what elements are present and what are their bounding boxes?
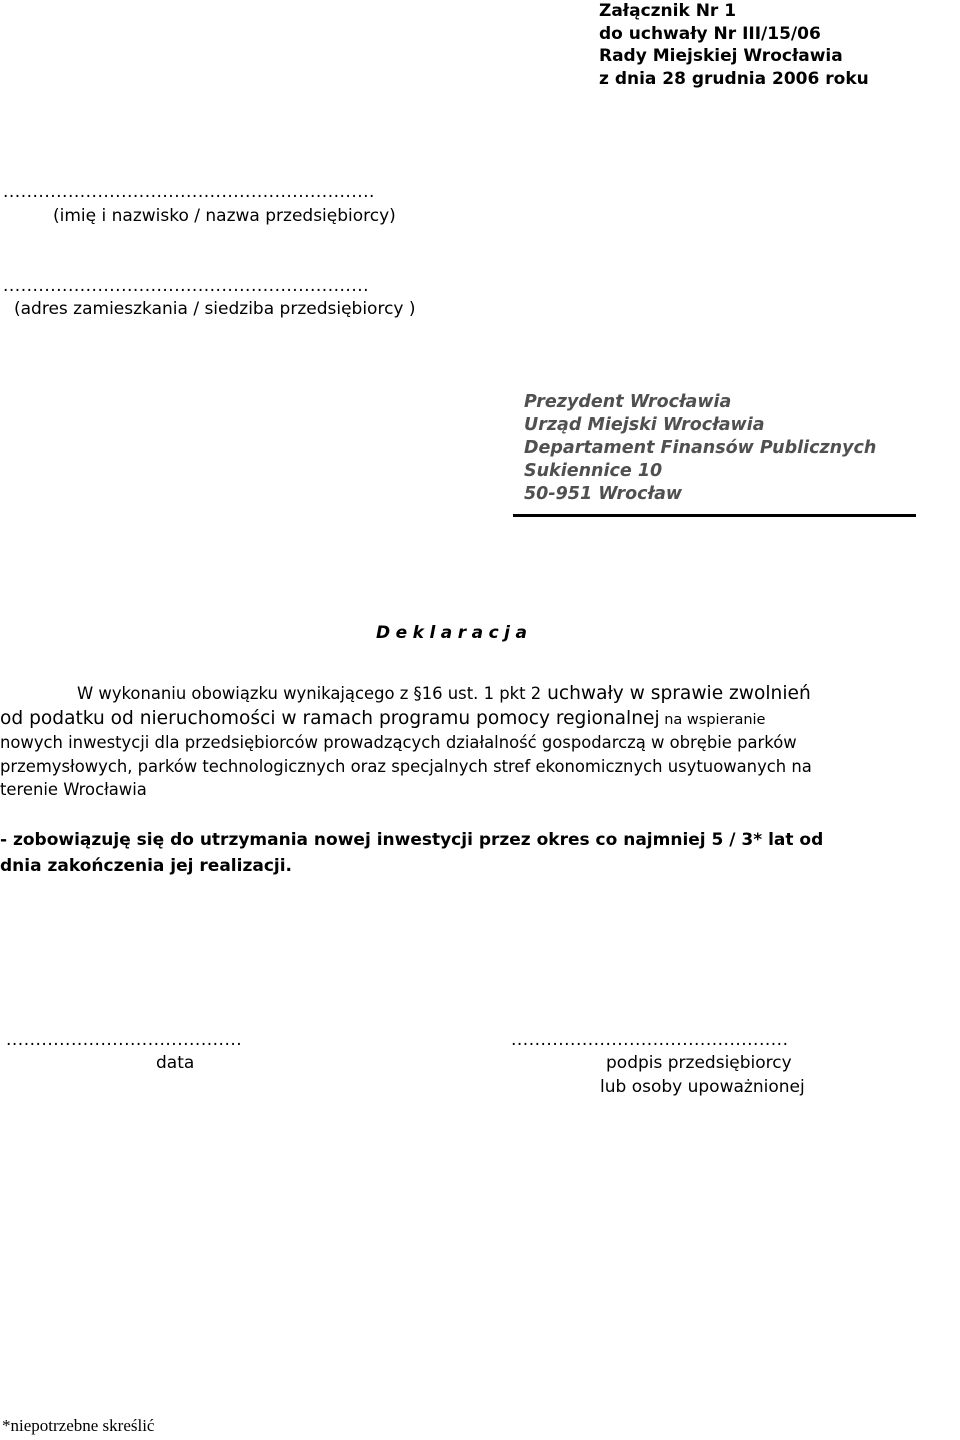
date-label: data	[156, 1053, 195, 1073]
paragraph-line-5: terenie Wrocławia	[0, 780, 147, 799]
addressee-president: Prezydent Wrocławia	[524, 392, 732, 412]
addressee-city: 50-951 Wrocław	[524, 484, 683, 504]
paragraph-line-3: nowych inwestycji dla przedsiębiorców prowadzących działalność gospodarczą w obrębie parków	[0, 733, 797, 752]
paragraph-line-4: przemysłowych, parków technologicznych oraz specjalnych stref ekonomicznych usytuowanych na	[0, 757, 812, 776]
signature-field[interactable]: ...............................................	[511, 1030, 789, 1050]
annex-resolution: do uchwały Nr III/15/06	[599, 23, 821, 44]
paragraph-line-1-part-b: uchwały w sprawie zwolnień	[541, 683, 811, 704]
addressee-block	[524, 391, 876, 506]
annex-number: Załącznik Nr 1	[599, 1, 737, 21]
applicant-name-field[interactable]: ...............................................................	[3, 182, 375, 202]
annex-reference	[599, 0, 869, 90]
addressee-underline	[513, 514, 916, 517]
annex-date: z dnia 28 grudnia 2006 roku	[599, 68, 869, 89]
signature-label-authorized: lub osoby upoważnionej	[600, 1077, 805, 1097]
addressee-department: Departament Finansów Publicznych	[524, 438, 877, 458]
applicant-address-caption: (adres zamieszkania / siedziba przedsiębiorcy )	[14, 299, 416, 319]
footnote: *niepotrzebne skreślić	[2, 1416, 155, 1435]
paragraph-line-2-part-b: na wspieranie	[659, 712, 766, 728]
paragraph-line-1	[77, 683, 811, 705]
paragraph-line-1-part-a: W wykonaniu obowiązku wynikającego z §16 ust. 1 pkt 2	[77, 684, 542, 703]
document-title: Deklaracja	[376, 623, 533, 643]
declaration-line-2: dnia zakończenia jej realizacji.	[0, 856, 293, 876]
addressee-office: Urząd Miejski Wrocławia	[524, 415, 765, 435]
annex-council: Rady Miejskiej Wrocławia	[599, 46, 843, 66]
paragraph-line-2	[0, 708, 765, 731]
addressee-street: Sukiennice 10	[524, 461, 663, 481]
applicant-address-field[interactable]: ..............................................................	[3, 276, 370, 296]
applicant-name-caption: (imię i nazwisko / nazwa przedsiębiorcy)	[53, 206, 396, 226]
date-field[interactable]: ........................................	[6, 1030, 243, 1050]
paragraph-line-2-part-a: od podatku od nieruchomości w ramach programu pomocy regionalnej	[0, 708, 660, 729]
signature-label: podpis przedsiębiorcy	[606, 1053, 792, 1073]
declaration-line-1: - zobowiązuję się do utrzymania nowej inwestycji przez okres co najmniej 5 / 3* lat od	[0, 830, 824, 850]
